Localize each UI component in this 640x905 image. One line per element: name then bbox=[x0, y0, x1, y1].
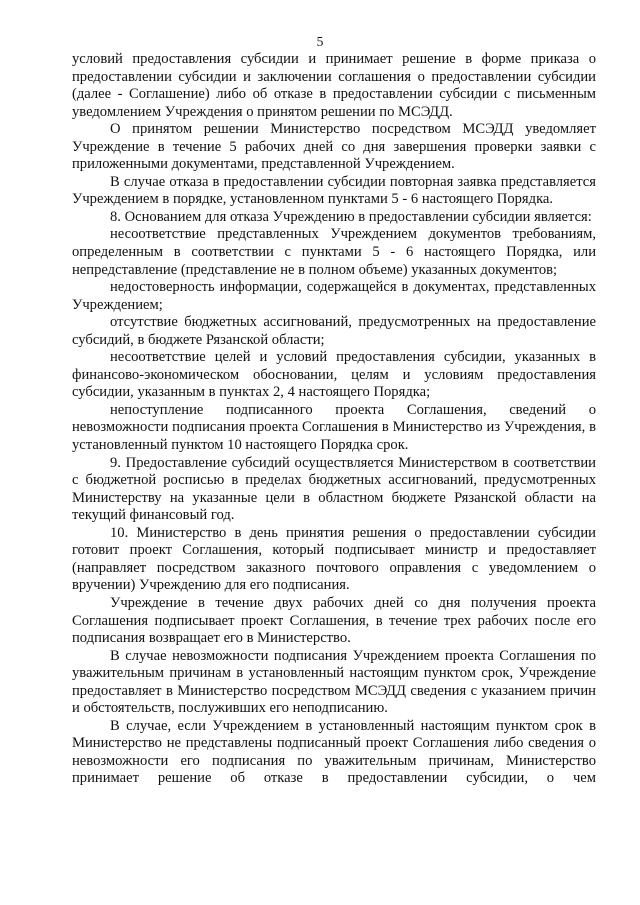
paragraph: О принятом решении Министерство посредством МСЭДД уведомляет Учреждение в течение 5 рабочих дней со дня завершения проверки заявки с приложенными документами, представленной Учреждением. bbox=[72, 121, 596, 173]
paragraph: отсутствие бюджетных ассигнований, предусмотренных на предоставление субсидий, в бюджете Рязанской области; bbox=[72, 314, 596, 348]
paragraph: недостоверность информации, содержащейся в документах, представленных Учреждением; bbox=[72, 279, 596, 313]
paragraph: непоступление подписанного проекта Соглашения, сведений о невозможности подписания проекта Соглашения в Министерство из Учреждения, в установленный пунктом 10 настоящего Порядка срок. bbox=[72, 401, 596, 454]
page-number: 5 bbox=[316, 34, 324, 49]
paragraph: Учреждение в течение двух рабочих дней со дня получения проекта Соглашения подписывает проект Соглашения, в течение трех рабочих после его подписания возвращает его в Министерство. bbox=[72, 594, 596, 647]
paragraph: В случае отказа в предоставлении субсидии повторная заявка представляется Учреждением в порядке, установленном пунктами 5 - 6 настоящего Порядка. bbox=[72, 173, 596, 208]
paragraph: В случае, если Учреждением в установленный настоящим пунктом срок в Министерство не представлены подписанный проект Соглашения либо сведения о невозможности его подписания по уважительным причинам, Министерство принимает решение об отказе в предоставлении субсидии, о чем bbox=[72, 717, 596, 787]
paragraph: 8. Основанием для отказа Учреждению в предоставлении субсидии является: bbox=[110, 208, 592, 225]
paragraph: несоответствие представленных Учреждением документов требованиям, определенным в соответствии с пунктами 5 - 6 настоящего Порядка, или непредставление (представление не в полном объеме) указанных документов; bbox=[72, 226, 596, 278]
paragraph: 10. Министерство в день принятия решения о предоставлении субсидии готовит проект Соглашения, который подписывает министр и предоставляет (направляет посредством заказного почтового оправления с уведомлением о вручении) Учреждению для его подписания. bbox=[72, 524, 596, 594]
paragraph: несоответствие целей и условий предоставления субсидии, указанных в финансово-экономическом обосновании, целям и условиям предоставления субсидии, указанным в пунктах 2, 4 настоящего Порядка; bbox=[72, 349, 596, 401]
paragraph: 9. Предоставление субсидий осуществляется Министерством в соответствии с бюджетной росписью в пределах бюджетных ассигнований, предусмотренных Министерству на указанные цели в областном бюджете Рязанской области на текущий финансовый год. bbox=[72, 454, 596, 524]
document-body bbox=[72, 51, 596, 788]
paragraph: условий предоставления субсидии и принимает решение в форме приказа о предоставлении субсидии и заключении соглашения о предоставлении субсидии (далее - Соглашение) либо об отказе в предоставлении субсидии с письменным уведомлением Учреждения о принятом решении по МСЭДД. bbox=[72, 51, 596, 120]
paragraph: В случае невозможности подписания Учреждением проекта Соглашения по уважительным причинам в установленный настоящим пунктом срок, Учреждение предоставляет в Министерство посредством МСЭДД сведения с указанием причин и обстоятельств, послуживших его неподписанию. bbox=[72, 647, 596, 717]
